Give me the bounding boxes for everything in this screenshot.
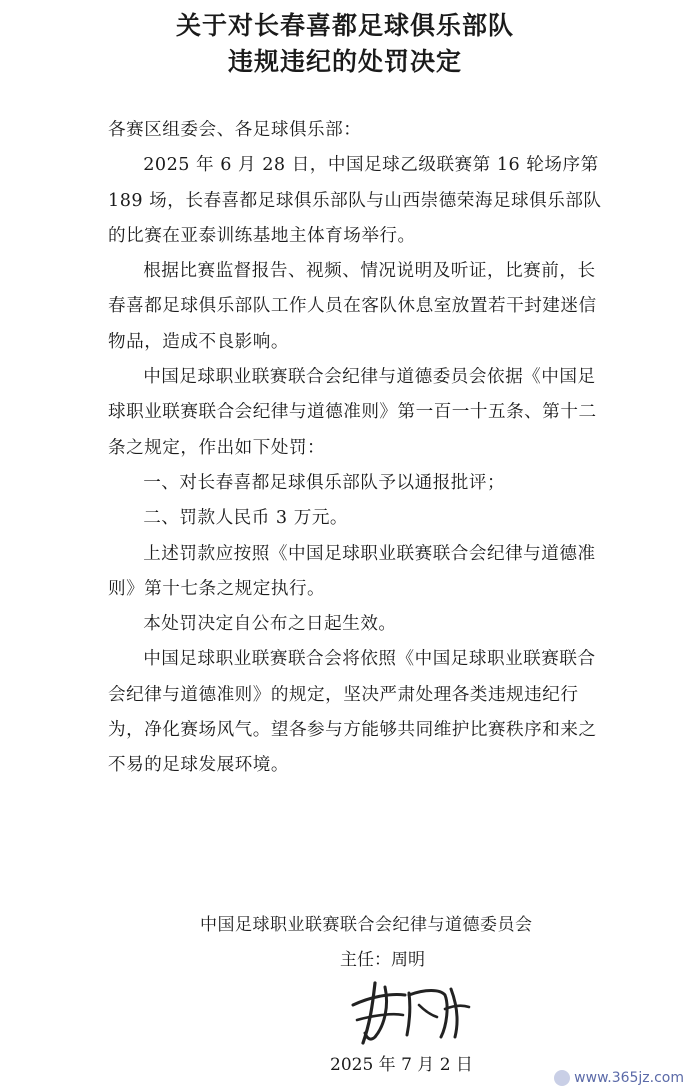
- document-body: [108, 113, 613, 784]
- document-title-line1: 关于对长春喜都足球俱乐部队: [175, 11, 514, 40]
- paragraph-closing: 中国足球职业联赛联合会将依照《中国足球职业联赛联合会纪律与道德准则》的规定，坚决严肃处理各类违规违纪行为，净化赛场风气。望各参与方能够共同维护比赛秩序和来之不易的足球发展环境。: [108, 649, 597, 776]
- issue-date: 2025 年 7 月 2 日: [330, 1055, 473, 1075]
- paragraph-basis: 中国足球职业联赛联合会纪律与道德委员会依据《中国足球职业联赛联合会纪律与道德准则》第一百一十五条、第十二条之规定，作出如下处罚：: [108, 367, 597, 458]
- paragraph-violation: 根据比赛监督报告、视频、情况说明及听证，比赛前，长春喜都足球俱乐部队工作人员在客队休息室放置若干封建迷信物品，造成不良影响。: [108, 261, 597, 352]
- document-title-line2: 违规违纪的处罚决定: [227, 47, 462, 76]
- penalty-item-2: 二、罚款人民币 3 万元。: [143, 508, 349, 529]
- issuing-organization: 中国足球职业联赛联合会纪律与道德委员会: [200, 915, 533, 935]
- paragraph-match-info: 2025 年 6 月 28 日，中国足球乙级联赛第 16 轮场序第189 场，长春喜都足球俱乐部队与山西崇德荣海足球俱乐部队的比赛在亚泰训练基地主体育场举行。: [108, 155, 602, 246]
- paragraph-effective: 本处罚决定自公布之日起生效。: [143, 614, 397, 635]
- handwritten-signature: [345, 975, 475, 1050]
- logo-icon: [554, 1070, 570, 1086]
- paragraph-fine-execution: 上述罚款应按照《中国足球职业联赛联合会纪律与道德准则》第十七条之规定执行。: [108, 543, 596, 599]
- director-line: 主任：周明: [340, 950, 425, 970]
- site-watermark: [554, 1070, 684, 1086]
- penalty-item-1: 一、对长春喜都足球俱乐部队予以通报批评；: [143, 472, 506, 493]
- watermark-text: www.365jz.com: [574, 1070, 684, 1086]
- salutation: 各赛区组委会、各足球俱乐部：: [108, 120, 362, 140]
